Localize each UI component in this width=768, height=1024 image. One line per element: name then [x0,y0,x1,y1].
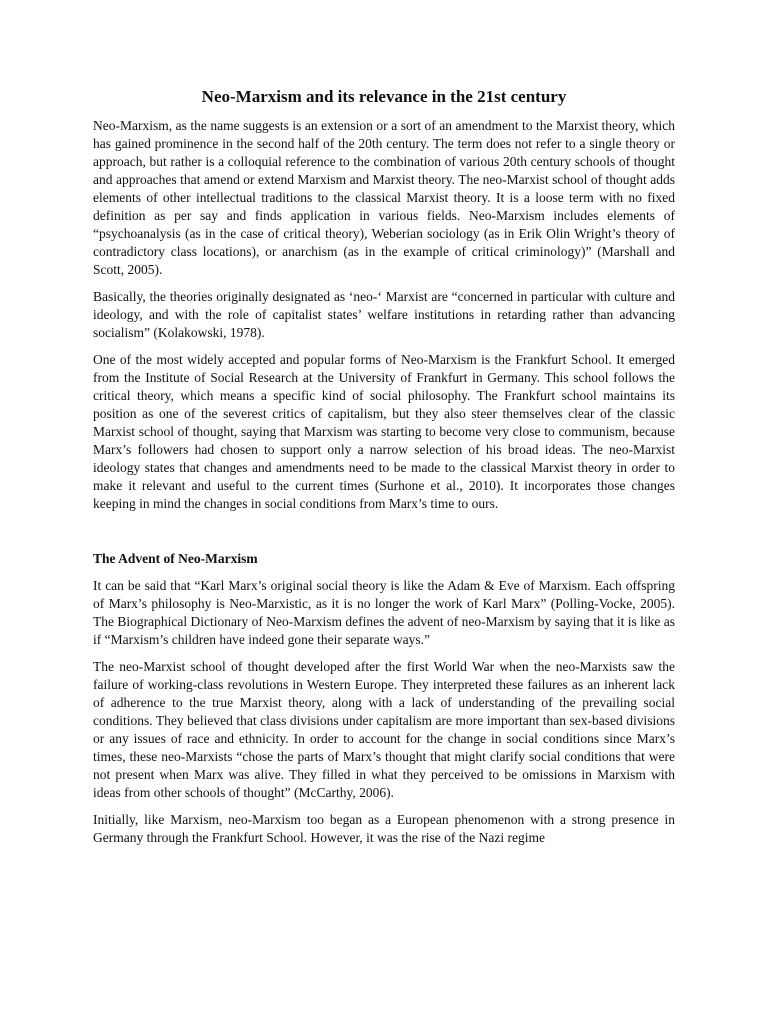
intro-paragraph-1: Neo-Marxism, as the name suggests is an extension or a sort of an amendment to the Marxist theory, which has gained prominence in the second half of the 20th century. The term does not refer to a single theory or approach, but rather is a colloquial reference to the combination of various 20th century schools of thought and approaches that amend or extend Marxism and Marxist theory. The neo-Marxist school of thought adds elements of other intellectual traditions to the classical Marxist theory. It is a loose term with no fixed definition as per say and finds application in various fields. Neo-Marxism includes elements of “psychoanalysis (as in the case of critical theory), Weberian sociology (as in Erik Olin Wright’s theory of contradictory class locations), or anarchism (as in the example of critical criminology)” (Marshall and Scott, 2005). [93,118,675,277]
intro-paragraph-3: One of the most widely accepted and popular forms of Neo-Marxism is the Frankfurt School. It emerged from the Institute of Social Research at the University of Frankfurt in Germany. This school follows the critical theory, which means a specific kind of social philosophy. The Frankfurt school maintains its position as one of the severest critics of capitalism, but they also steer themselves clear of the classic Marxist school of thought, saying that Marxism was starting to become very close to communism, because Marx’s followers had chosen to support only a narrow selection of his broad ideas. The neo-Marxist ideology states that changes and amendments need to be made to the classical Marxist theory in order to make it relevant and useful to the current times (Surhone et al., 2010). It incorporates those changes keeping in mind the changes in social conditions from Marx’s time to ours. [93,352,675,511]
section-paragraph-3: Initially, like Marxism, neo-Marxism too began as a European phenomenon with a strong presence in Germany through the Frankfurt School. However, it was the rise of the Nazi regime [93,812,675,845]
intro-paragraph-2: Basically, the theories originally designated as ‘neo-‘ Marxist are “concerned in particular with culture and ideology, and with the role of capitalist states’ welfare institutions in retarding rather than advancing socialism” (Kolakowski, 1978). [93,289,675,340]
section-paragraph-2: The neo-Marxist school of thought developed after the first World War when the neo-Marxists saw the failure of working-class revolutions in Western Europe. They interpreted these failures as an inherent lack of adherence to the true Marxist theory, along with a lack of understanding of the prevailing social conditions. They believed that class divisions under capitalism are more important than sex-based divisions or any issues of race and ethnicity. In order to account for the change in social conditions since Marx’s times, these neo-Marxists “chose the parts of Marx’s thought that might clarify social conditions that were not present when Marx was alive. They filled in what they perceived to be omissions in Marxism with ideas from other schools of thought” (McCarthy, 2006). [93,659,675,800]
section-heading: The Advent of Neo-Marxism [93,551,258,566]
section-paragraph-1: It can be said that “Karl Marx’s original social theory is like the Adam & Eve of Marxism. Each offspring of Marx’s philosophy is Neo-Marxistic, as it is no longer the work of Karl Marx” (Polling-Vocke, 2005). The Biographical Dictionary of Neo-Marxism defines the advent of neo-Marxism by saying that it is like as if “Marxism’s children have indeed gone their separate ways.” [93,578,675,647]
document-title: Neo-Marxism and its relevance in the 21st century [201,87,567,106]
